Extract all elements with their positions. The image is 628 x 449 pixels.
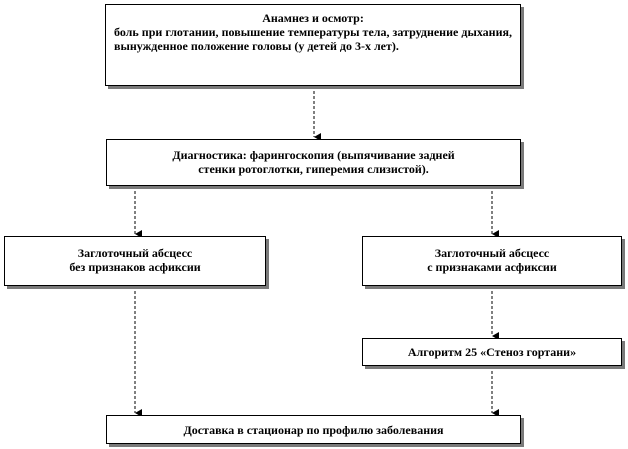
abscess-asphyxia-line-2: с признаками асфиксии	[427, 260, 557, 274]
anamnesis-text: боль при глотании, повышение температуры тела, затруднение дыхания, вынужденное положение головы (у детей до 3-х лет).	[114, 25, 512, 53]
anamnesis-title: Анамнез и осмотр:	[262, 11, 364, 25]
diagnostics-line-1: Диагностика: фарингоскопия (выпячивание задней	[172, 148, 455, 162]
abscess-asphyxia-line-1: Заглоточный абсцесс	[434, 246, 550, 260]
abscess-no-asphyxia-line-1: Заглоточный абсцесс	[77, 246, 193, 260]
delivery-box	[106, 415, 521, 444]
anamnesis-box	[105, 4, 521, 86]
abscess-asphyxia-box	[362, 236, 622, 286]
diagnostics-line-2: стенки ротоглотки, гиперемия слизистой).	[198, 162, 429, 176]
abscess-no-asphyxia-box	[4, 236, 266, 286]
abscess-no-asphyxia-line-2: без признаков асфиксии	[69, 260, 201, 274]
diagnostics-box	[106, 139, 521, 186]
delivery-label: Доставка в стационар по профилю заболевания	[183, 423, 444, 437]
algorithm-box	[362, 338, 622, 366]
algorithm-label: Алгоритм 25 «Стеноз гортани»	[407, 345, 577, 359]
